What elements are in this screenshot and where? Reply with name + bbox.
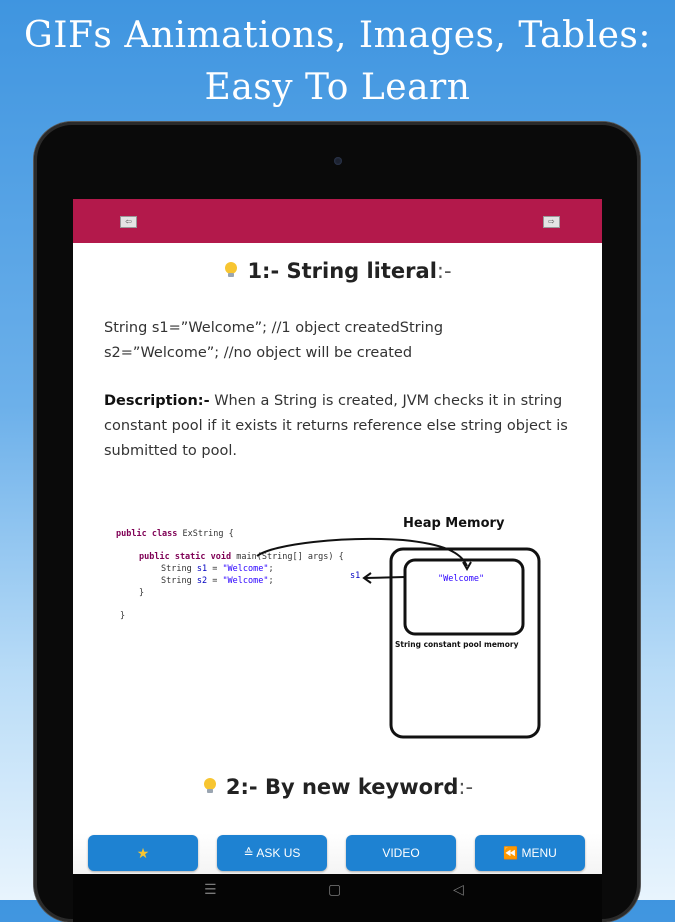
app-screen bbox=[73, 199, 602, 922]
arrow-left-icon[interactable]: ⇦ bbox=[120, 216, 137, 228]
tablet-frame bbox=[34, 122, 640, 922]
memory-diagram-svg bbox=[103, 512, 553, 742]
code-text-line-1: String s1=”Welcome”; //1 object createdString bbox=[104, 320, 444, 336]
ask-us-button[interactable]: ≙ ASK US bbox=[217, 835, 327, 871]
pool-value-label: "Welcome" bbox=[438, 574, 485, 584]
diagram-code-close-1: } bbox=[139, 588, 145, 598]
s1-reference-arrow bbox=[365, 577, 405, 578]
system-navigation-bar bbox=[73, 874, 602, 922]
diagram-code-line-3: String s1 = "Welcome"; bbox=[161, 564, 274, 574]
diagram-code-close-2: } bbox=[120, 611, 126, 621]
menu-lines-icon[interactable]: ☰ bbox=[204, 882, 217, 898]
lesson-content bbox=[73, 243, 602, 833]
string-pool-diagram bbox=[103, 512, 553, 742]
section-2-title-text: 2:- By new keyword bbox=[225, 775, 459, 799]
description-label: Description:- bbox=[104, 393, 210, 409]
lightbulb-icon bbox=[223, 261, 239, 279]
favorite-button[interactable]: ★ bbox=[88, 835, 198, 871]
camera-icon bbox=[334, 157, 342, 165]
lightbulb-icon bbox=[202, 777, 218, 795]
heap-memory-label: Heap Memory bbox=[403, 516, 505, 531]
section-1-suffix: :- bbox=[436, 259, 452, 283]
code-text-line-2: s2=”Welcome”; //no object will be created bbox=[104, 345, 413, 361]
diagram-code-line-4: String s2 = "Welcome"; bbox=[161, 576, 274, 586]
diagram-code-line-2: public static void main(String[] args) { bbox=[139, 552, 344, 562]
arrow-right-icon[interactable]: ⇨ bbox=[543, 216, 560, 228]
home-square-icon[interactable]: ▢ bbox=[328, 882, 342, 898]
s1-pointer-label: s1 bbox=[350, 571, 361, 581]
string-pool-box bbox=[405, 560, 523, 634]
description-text: When a String is created, JVM checks it in string constant pool if it exists it returns reference else string object is submitted to pool. bbox=[104, 393, 568, 459]
description-paragraph bbox=[104, 389, 574, 464]
pool-memory-label: String constant pool memory bbox=[395, 640, 519, 649]
s2-reference-arrow bbox=[257, 539, 467, 566]
back-triangle-icon[interactable]: ◁ bbox=[453, 882, 464, 898]
app-bar bbox=[73, 199, 602, 243]
menu-button[interactable]: ⏪ MENU bbox=[475, 835, 585, 871]
section-1-title bbox=[73, 259, 602, 283]
section-2-title bbox=[73, 775, 602, 799]
section-2-suffix: :- bbox=[458, 775, 474, 799]
headline-line-2: Easy To Learn bbox=[204, 67, 471, 108]
promo-headline bbox=[0, 10, 675, 114]
video-button[interactable]: VIDEO bbox=[346, 835, 456, 871]
section-1-title-text: 1:- String literal bbox=[247, 259, 437, 283]
headline-line-1: GIFs Animations, Images, Tables: bbox=[23, 15, 652, 56]
diagram-code-line-1: public class ExString { bbox=[116, 529, 234, 539]
